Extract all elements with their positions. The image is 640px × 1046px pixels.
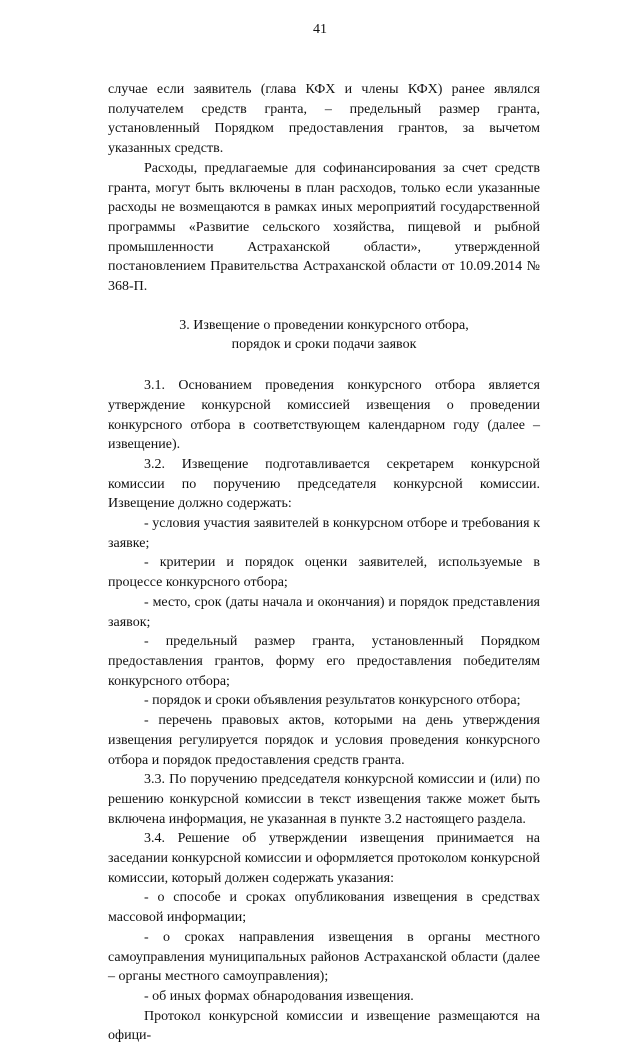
section-heading bbox=[108, 316, 540, 355]
list-item-grant-limit-form: - предельный размер гранта, установленный Порядком предоставления грантов, форму его предоставления победителям конкурсного отбора; bbox=[108, 634, 540, 689]
paragraph-grant-limit: случае если заявитель (глава КФХ и члены КФХ) ранее являлся получателем средств гранта, – предельный размер гранта, установленный Порядком предоставления грантов, за вычетом указанных средств. bbox=[108, 82, 540, 157]
clause-3-2: 3.2. Извещение подготавливается секретарем конкурсной комиссии по поручению председателя конкурсной комиссии. Извещение должно содержать: bbox=[108, 456, 540, 512]
list-item-local-government-delivery: - о сроках направления извещения в органы местного самоуправления муниципальных районов Астраханской области (далее – органы местного самоуправления); bbox=[108, 929, 540, 985]
clause-3-3: 3.3. По поручению председателя конкурсной комиссии и (или) по решению конкурсной комиссии в текст извещения также может быть включена информация, не указанная в пункте 3.2 настоящего раздела. bbox=[108, 772, 540, 827]
paragraph-protocol-placement: Протокол конкурсной комиссии и извещение размещаются на офици- bbox=[108, 1008, 540, 1044]
paragraph-cofinancing-expenses: Расходы, предлагаемые для софинансирования за счет средств гранта, могут быть включены в план расходов, только если указанные расходы не возмещаются в рамках иных мероприятий государственной программы «Развитие сельского хозяйства, пищевой и рыбной промышленности Астраханской области», утвержденной постановлением Правительства Астраханской области от 10.09.2014 № 368-П. bbox=[108, 160, 540, 295]
list-item-results-announcement: - порядок и сроки объявления результатов конкурсного отбора; bbox=[144, 693, 521, 709]
page-number: 41 bbox=[313, 22, 327, 37]
clause-3-4: 3.4. Решение об утверждении извещения принимается на заседании конкурсной комиссии и оформляется протоколом конкурсной комиссии, который должен содержать указания: bbox=[108, 831, 540, 886]
list-item-submission-place-terms: - место, срок (даты начала и окончания) и порядок представления заявок; bbox=[108, 594, 540, 630]
list-item-publication-method: - о способе и сроках опубликования извещения в средствах массовой информации; bbox=[108, 890, 540, 926]
section-heading-line-1: 3. Извещение о проведении конкурсного отбора, bbox=[179, 317, 469, 333]
page-body bbox=[108, 80, 540, 1046]
section-heading-line-2: порядок и сроки подачи заявок bbox=[231, 337, 417, 353]
clause-3-1: 3.1. Основанием проведения конкурсного отбора является утверждение конкурсной комиссией извещения о проведении конкурсного отбора в соответствующем календарном году (далее – извещение). bbox=[108, 378, 540, 453]
list-item-other-forms: - об иных формах обнародования извещения. bbox=[144, 988, 414, 1004]
list-item-participation-conditions: - условия участия заявителей в конкурсном отборе и требования к заявке; bbox=[108, 516, 540, 551]
list-item-evaluation-criteria: - критерии и порядок оценки заявителей, используемые в процессе конкурсного отбора; bbox=[108, 555, 540, 591]
list-item-legal-acts: - перечень правовых актов, которыми на день утверждения извещения регулируется порядок и условия проведения конкурсного отбора и порядок предоставления средств гранта. bbox=[108, 713, 540, 768]
